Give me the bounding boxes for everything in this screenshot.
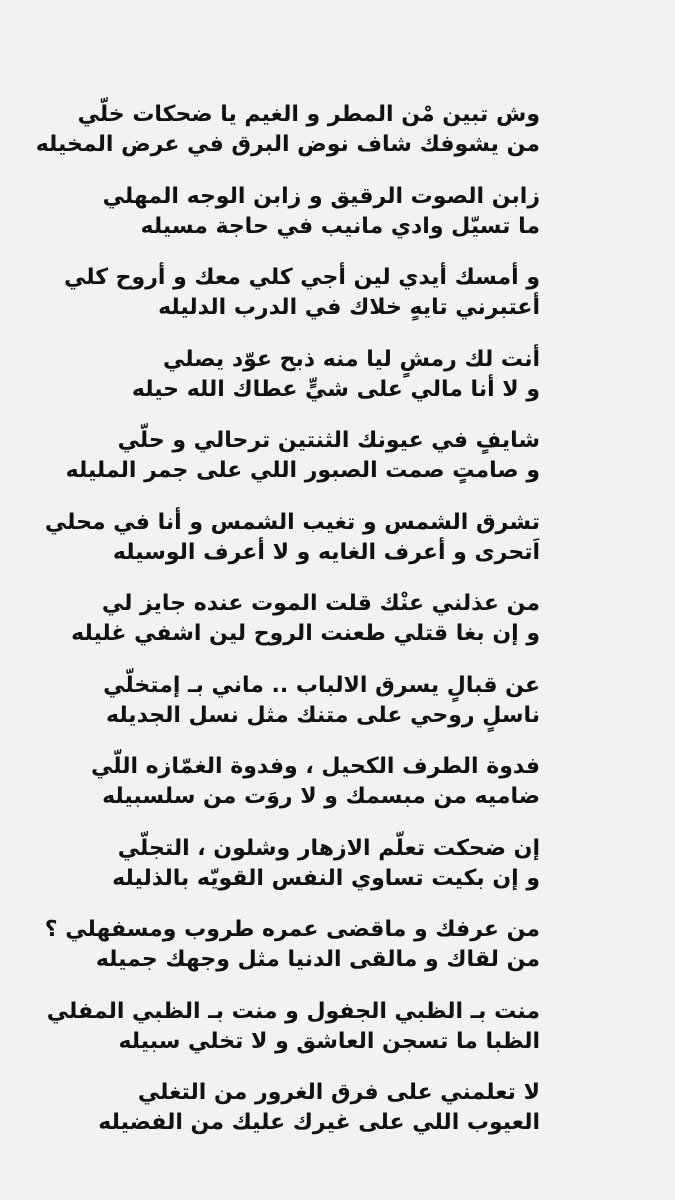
stanza bbox=[60, 182, 540, 264]
poem-line: لا تعلمني على فرق الغرور من التغلي bbox=[137, 1080, 540, 1105]
stanza bbox=[60, 426, 540, 508]
poem-line: وش تبين مْن المطر و الغيم يا ضحكات خلّي bbox=[77, 102, 540, 127]
poem-line: شايفٍ في عيونك الثنتين ترحالي و حلّي bbox=[117, 428, 540, 453]
poem-line: عن قبالٍ يسرق الالباب .. ماني بـ إمتخلّي bbox=[103, 672, 540, 698]
stanza bbox=[46, 997, 540, 1079]
poem-line: تشرق الشمس و تغيب الشمس و أنا في محلي bbox=[44, 509, 540, 535]
poem-line: من يشوفك شاف نوض البرق في عرض المخيله bbox=[35, 132, 540, 157]
poem-line: و لا أنا مالي على شيٍّ عطاك الله حيله bbox=[131, 376, 540, 402]
poem-line: زابن الصوت الرقيق و زابن الوجه المهلي bbox=[102, 183, 540, 209]
poem-line: أنت لك رمشٍ ليا منه ذبح عوّد يصلي bbox=[163, 346, 540, 372]
stanza bbox=[35, 100, 540, 182]
stanza bbox=[60, 671, 540, 753]
poem-line: و إن بكيت تساوي النفس القويّه بالذليله bbox=[112, 865, 540, 891]
poem-line: العيوب اللي على غيرك عليك من الفضيله bbox=[98, 1110, 540, 1135]
poem-line: إن ضحكت تعلّم الازهار وشلون ، التجلّي bbox=[117, 835, 540, 861]
poem-line: اَتحرى و أعرف الغايه و لا أعرف الوسيله bbox=[112, 539, 540, 565]
poem-line: من عذلني عنْك قلت الموت عنده جايز لي bbox=[101, 591, 540, 616]
stanza bbox=[60, 589, 540, 671]
poem-line: الظبا ما تسجن العاشق و لا تخلي سبيله bbox=[118, 1028, 540, 1054]
poem-line: ضاميه من مبسمك و لا روَت من سلسبيله bbox=[102, 784, 540, 809]
stanza bbox=[60, 345, 540, 427]
poem bbox=[35, 100, 540, 1160]
poem-line: من عرفك و ماقضى عمره طروب ومسفهلي ؟ bbox=[44, 917, 540, 942]
stanza bbox=[60, 263, 540, 345]
stanza bbox=[44, 915, 540, 997]
stanza bbox=[60, 1078, 540, 1160]
stanza bbox=[44, 508, 540, 590]
stanza bbox=[60, 834, 540, 916]
poem-line: فدوة الطرف الكحيل ، وفدوة الغمّازه اللّي bbox=[90, 754, 540, 779]
poem-line: من لقاك و مالقى الدنيا مثل وجهك جميله bbox=[95, 947, 540, 972]
poem-line: أعتبرني تايهٍ خلاك في الدرب الدليله bbox=[158, 295, 540, 320]
poem-line: و صامتٍ صمت الصبور اللي على جمر المليله bbox=[65, 458, 540, 483]
poem-line: ناسلٍ روحي على متنك مثل نسل الجديله bbox=[105, 702, 540, 728]
poem-line: ما تسيّل وادي مانيب في حاجة مسيله bbox=[140, 213, 540, 239]
poem-line: منت بـ الظبي الجفول و منت بـ الظبي المفلي bbox=[46, 998, 540, 1024]
stanza bbox=[60, 752, 540, 834]
poem-line: و أمسك أيدي لين أجي كلي معك و أروح كلي bbox=[63, 265, 540, 290]
poem-line: و إن بغا قتلي طعنت الروح لين اشفي غليله bbox=[71, 621, 540, 646]
